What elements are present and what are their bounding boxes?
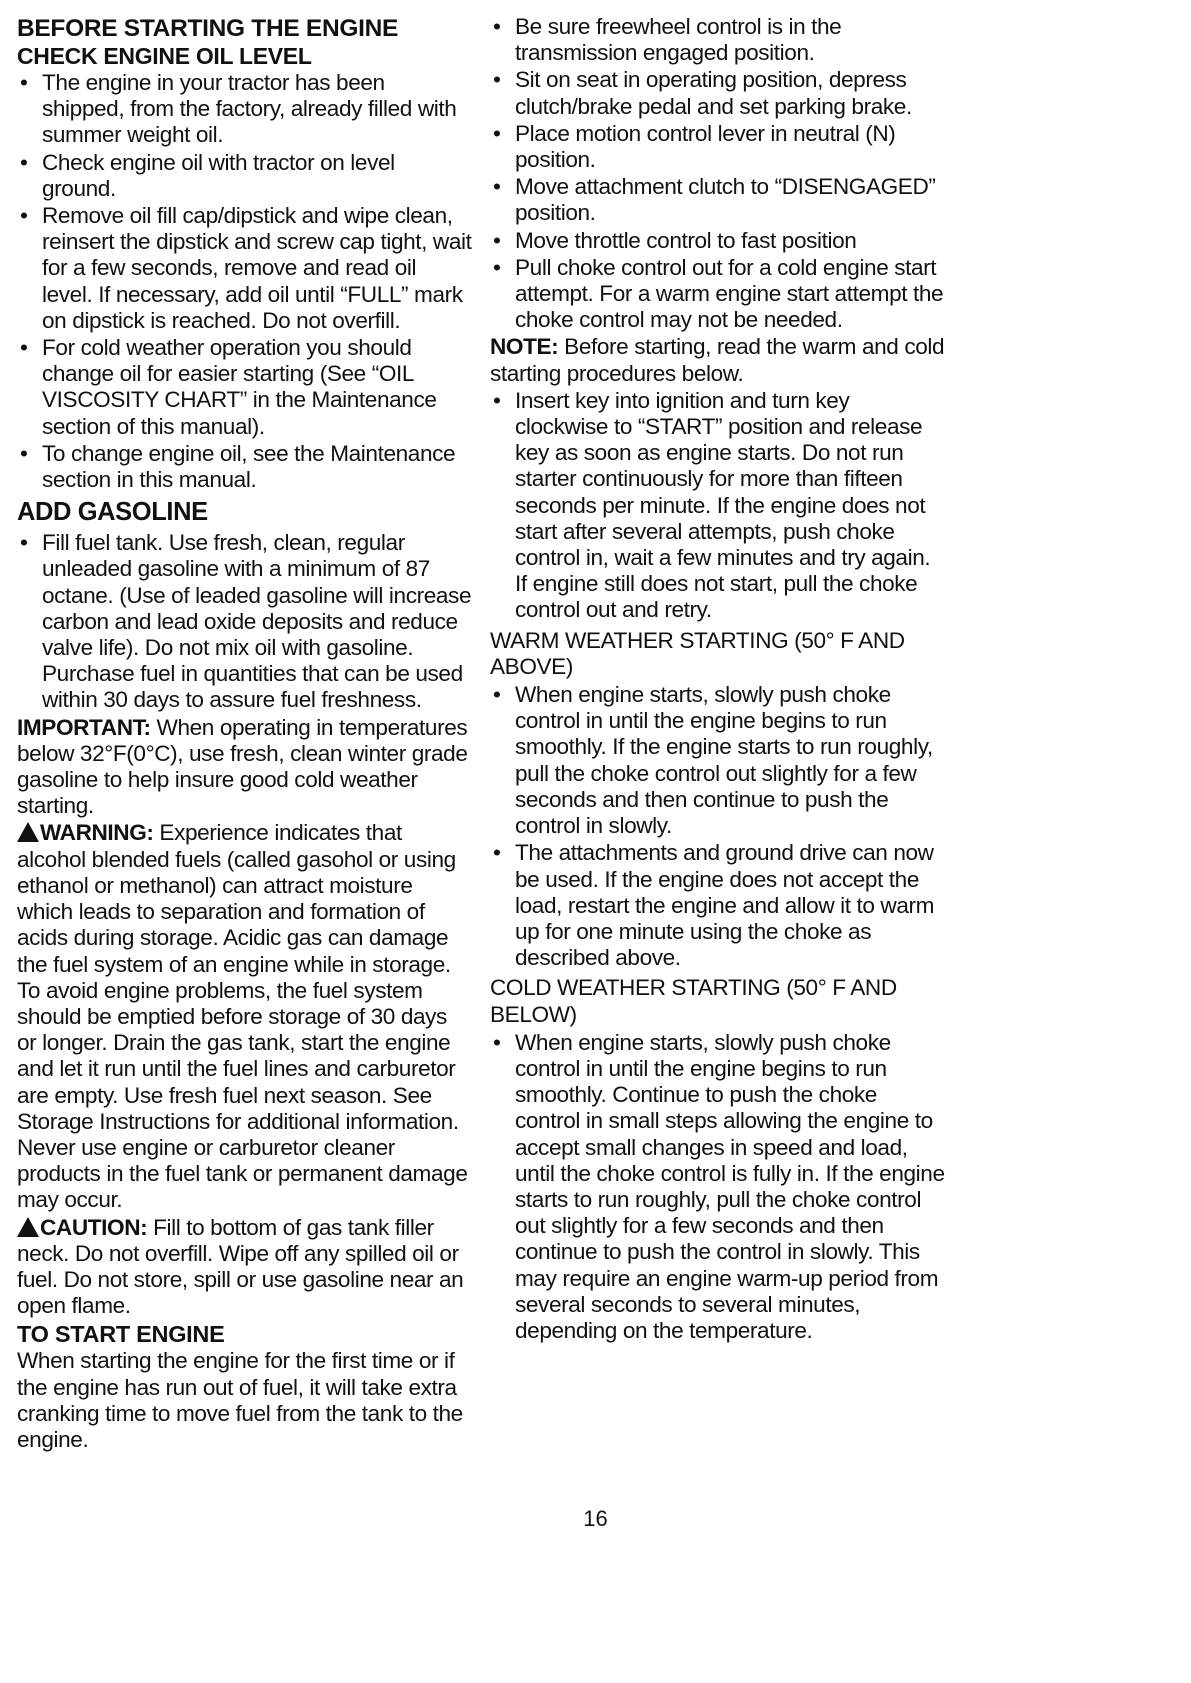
- warning-paragraph: [17, 820, 472, 1213]
- key-list: [490, 388, 945, 624]
- list-item: • When engine starts, slowly push choke control in until the engine begins to run smoothly. Continue to push the choke control in small steps allowing the engine to accept small changes in speed and load, until the choke control is fully in. If the engine starts to run roughly, pull the choke control out slightly for a few seconds and then continue to push the control in slowly. This may require an engine warm-up period from several seconds to several minutes, depending on the temperature.: [490, 1030, 945, 1344]
- cold-list: [490, 1030, 945, 1344]
- list-item: • The attachments and ground drive can now be used. If the engine does not accept the load, restart the engine and allow it to warm up for one minute using the choke as described above.: [490, 840, 945, 971]
- warm-heading: WARM WEATHER STARTING (50° F AND ABOVE): [490, 627, 905, 679]
- list-item: • Sit on seat in operating position, depress clutch/brake pedal and set parking brake.: [490, 67, 945, 119]
- note-label: NOTE:: [490, 334, 559, 360]
- list-item: • Pull choke control out for a cold engine start attempt. For a warm engine start attempt the choke control may not be needed.: [490, 255, 945, 334]
- gas-heading: ADD GASOLINE: [17, 498, 208, 527]
- right-column: [490, 14, 945, 1345]
- note-paragraph: [490, 334, 945, 386]
- cold-heading: COLD WEATHER STARTING (50° F AND BELOW): [490, 975, 897, 1027]
- left-column: [17, 14, 472, 1454]
- caution-text: Fill to bottom of gas tank filler neck. Do not overfill. Wipe off any spilled oil or fuel. Do not store, spill or use gasoline near an open flame.: [17, 1214, 464, 1319]
- list-item: • For cold weather operation you should change oil for easier starting (See “OIL VISCOSITY CHART” in the Maintenance section of this manual).: [17, 335, 472, 440]
- list-item: • Remove oil fill cap/dipstick and wipe clean, reinsert the dipstick and screw cap tight, wait for a few seconds, remove and read oil level. If necessary, add oil until “FULL” mark on dipstick is reached. Do not overfill.: [17, 203, 472, 334]
- warning-text: Experience indicates that alcohol blended fuels (called gasohol or using ethanol or methanol) can attract moisture which leads to separation and formation of acids during storage. Acidic gas can damage the fuel system of an engine while in storage. To avoid engine problems, the fuel system should be emptied before storage of 30 days or longer. Drain the gas tank, start the engine and let it run until the fuel lines and carburetor are empty. Use fresh fuel next season. See Storage Instructions for additional information. Never use engine or carburetor cleaner products in the fuel tank or permanent damage may occur.: [17, 820, 468, 1213]
- list-item: • Fill fuel tank. Use fresh, clean, regular unleaded gasoline with a minimum of 87 octane. (Use of leaded gasoline will increase carbon and lead oxide deposits and reduce valve life). Do not mix oil with gasoline. Purchase fuel in quantities that can be used within 30 days to assure fuel freshness.: [17, 530, 472, 713]
- important-label: IMPORTANT:: [17, 714, 151, 740]
- list-item: • Move attachment clutch to “DISENGAGED” position.: [490, 174, 945, 226]
- list-item: • When engine starts, slowly push choke control in until the engine begins to run smoothly. If the engine starts to run roughly, pull the choke control out slightly for a few seconds and then continue to push the control in slowly.: [490, 682, 945, 839]
- list-item: • Be sure freewheel control is in the transmission engaged position.: [490, 14, 945, 66]
- list-item: • Insert key into ignition and turn key clockwise to “START” position and release key as soon as engine starts. Do not run starter continuously for more than fifteen seconds per minute. If the engine does not start after several attempts, push choke control in, wait a few minutes and try again. If engine still does not start, pull the choke control out and retry.: [490, 388, 945, 624]
- list-item: • Place motion control lever in neutral (N) position.: [490, 121, 945, 173]
- start-paragraph: When starting the engine for the first time or if the engine has run out of fuel, it will take extra cranking time to move fuel from the tank to the engine.: [17, 1348, 463, 1452]
- caution-triangle-icon: [17, 1217, 39, 1237]
- oil-list: [17, 70, 472, 493]
- caution-label: CAUTION:: [40, 1214, 148, 1240]
- caution-paragraph: [17, 1215, 472, 1320]
- list-item: • The engine in your tractor has been shipped, from the factory, already filled with summer weight oil.: [17, 70, 472, 149]
- important-paragraph: [17, 715, 472, 820]
- list-item: • To change engine oil, see the Maintenance section in this manual.: [17, 441, 472, 493]
- page-title: BEFORE STARTING THE ENGINE: [17, 15, 399, 42]
- oil-heading: CHECK ENGINE OIL LEVEL: [17, 43, 312, 69]
- page-number: 16: [583, 1506, 608, 1531]
- note-text: Before starting, read the warm and cold starting procedures below.: [490, 334, 945, 386]
- list-item: • Move throttle control to fast position: [490, 228, 945, 254]
- start-heading: TO START ENGINE: [17, 1321, 225, 1348]
- gas-list: [17, 530, 472, 713]
- warning-label: WARNING:: [40, 820, 154, 846]
- list-item: • Check engine oil with tractor on level ground.: [17, 150, 472, 202]
- warm-list: [490, 682, 945, 971]
- warning-triangle-icon: [17, 822, 39, 842]
- important-text: When operating in temperatures below 32°F(0°C), use fresh, clean winter grade gasoline to help insure good cold weather starting.: [17, 714, 468, 819]
- prep-list: [490, 14, 945, 333]
